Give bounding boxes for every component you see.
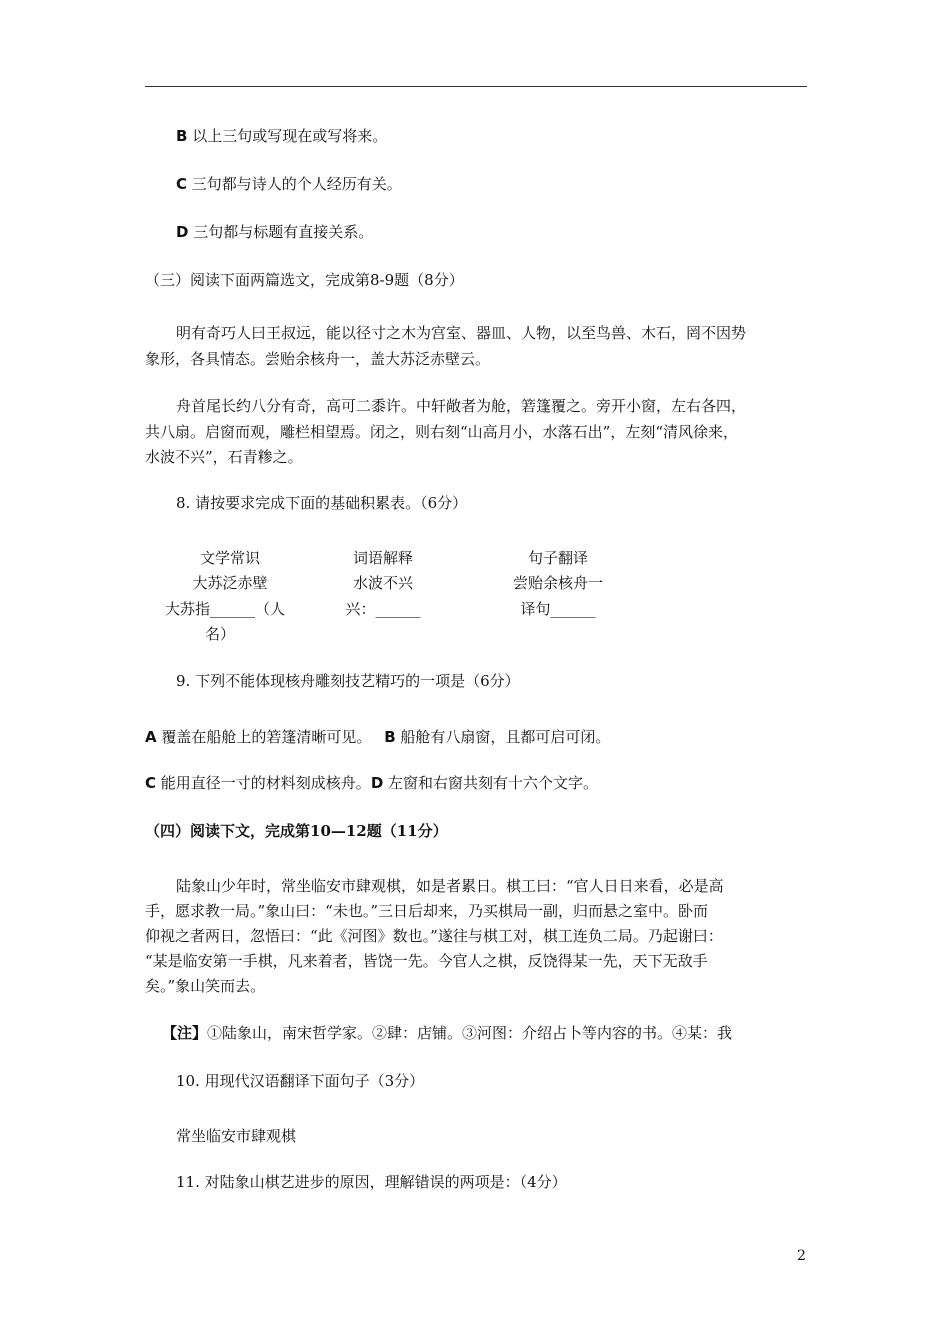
page-number: 2 (797, 1248, 806, 1264)
passage1-line: 明有奇巧人曰王叔远，能以径寸之木为宫室、器皿、人物，以至鸟兽、木石，罔不因势 (176, 324, 747, 342)
option-text: 覆盖在船舱上的箬篷清晰可见。 (161, 728, 372, 746)
option-text: 左窗和右窗共刻有十六个文字。 (388, 774, 599, 792)
passage3-line: “某是临安第一手棋，凡来着者，皆饶一先。今官人之棋，反饶得某一先，天下无敌手 (145, 952, 708, 970)
option-letter: C (176, 175, 188, 193)
table-fill-literature: 大苏指______（人 (164, 600, 285, 618)
option-letter: D (370, 774, 384, 792)
question-8: 8. 请按要求完成下面的基础积累表。（6分） (176, 494, 468, 512)
passage1-line: 象形，各具情态。尝贻余核舟一，盖大苏泛赤壁云。 (145, 350, 491, 368)
question-9-options-row (145, 725, 610, 749)
option-text: 船舱有八扇窗，且都可启可闭。 (400, 728, 611, 746)
passage2-line: 舟首尾长约八分有奇，高可二黍许。中轩敞者为舱，箬篷覆之。旁开小窗，左右各四， (176, 397, 747, 415)
section3-heading: （三）阅读下面两篇选文，完成第8-9题（8分） (145, 271, 464, 289)
passage3-line: 陆象山少年时，常坐临安市肆观棋，如是者累日。棋工曰：“官人日日来看，必是高 (176, 877, 724, 895)
passage3-line: 矣。”象山笑而去。 (145, 977, 266, 995)
table-header-words: 词语解释 (352, 549, 413, 567)
passage3-line: 手，愿求教一局。”象山曰：“未也。”三日后却来，乃买棋局一副，归而悬之室中。卧而 (145, 902, 709, 920)
option-text: 能用直径一寸的材料刻成核舟。 (160, 774, 371, 792)
header-rule (145, 86, 807, 87)
table-header-literature: 文学常识 (199, 549, 260, 567)
option-text: 三句都与标题有直接关系。 (193, 223, 374, 241)
table-header-translation: 句子翻译 (527, 549, 588, 567)
option-letter: C (145, 774, 157, 792)
passage3-line: 仰视之者两日，忽悟曰：“此《河图》数也。”遂往与棋工对，棋工连负二局。乃起谢曰： (145, 927, 723, 945)
option-d (176, 220, 373, 244)
option-letter: D (176, 223, 189, 241)
passage2-line: 共八扇。启窗而观，雕栏相望焉。闭之，则右刻“山高月小，水落石出”，左刻“清风徐来， (145, 423, 739, 441)
annotation-label: 【注】 (162, 1024, 208, 1042)
section4-heading: （四）阅读下文，完成第10—12题（11分） (145, 822, 448, 840)
option-text: 三句都与诗人的个人经历有关。 (191, 175, 402, 193)
question-9: 9. 下列不能体现核舟雕刻技艺精巧的一项是（6分） (176, 672, 520, 690)
table-fill-translation: 译句______ (520, 600, 596, 618)
option-letter: A (145, 728, 157, 746)
question-11: 11. 对陆象山棋艺进步的原因，理解错误的两项是：（4分） (176, 1173, 567, 1191)
question-10: 10. 用现代汉语翻译下面句子（3分） (176, 1072, 425, 1090)
annotation-text: ①陆象山，南宋哲学家。②肆：店铺。③河图：介绍占卜等内容的书。④某：我 (207, 1024, 733, 1042)
annotation-note (162, 1021, 732, 1045)
table-item-words: 水波不兴 (352, 574, 413, 592)
table-fill-literature-cont: 名） (204, 625, 235, 643)
option-b (176, 124, 387, 148)
option-letter: B (384, 728, 396, 746)
table-item-literature: 大苏泛赤壁 (192, 574, 268, 592)
option-text: 以上三句或写现在或写将来。 (192, 127, 388, 145)
table-fill-words: 兴：______ (345, 600, 421, 618)
option-c (176, 172, 402, 196)
passage2-line: 水波不兴”，石青糁之。 (145, 448, 303, 466)
question-9-options-row (145, 771, 598, 795)
question-10-sentence: 常坐临安市肆观棋 (176, 1127, 297, 1145)
option-letter: B (176, 127, 188, 145)
table-item-translation: 尝贻余核舟一 (512, 574, 603, 592)
